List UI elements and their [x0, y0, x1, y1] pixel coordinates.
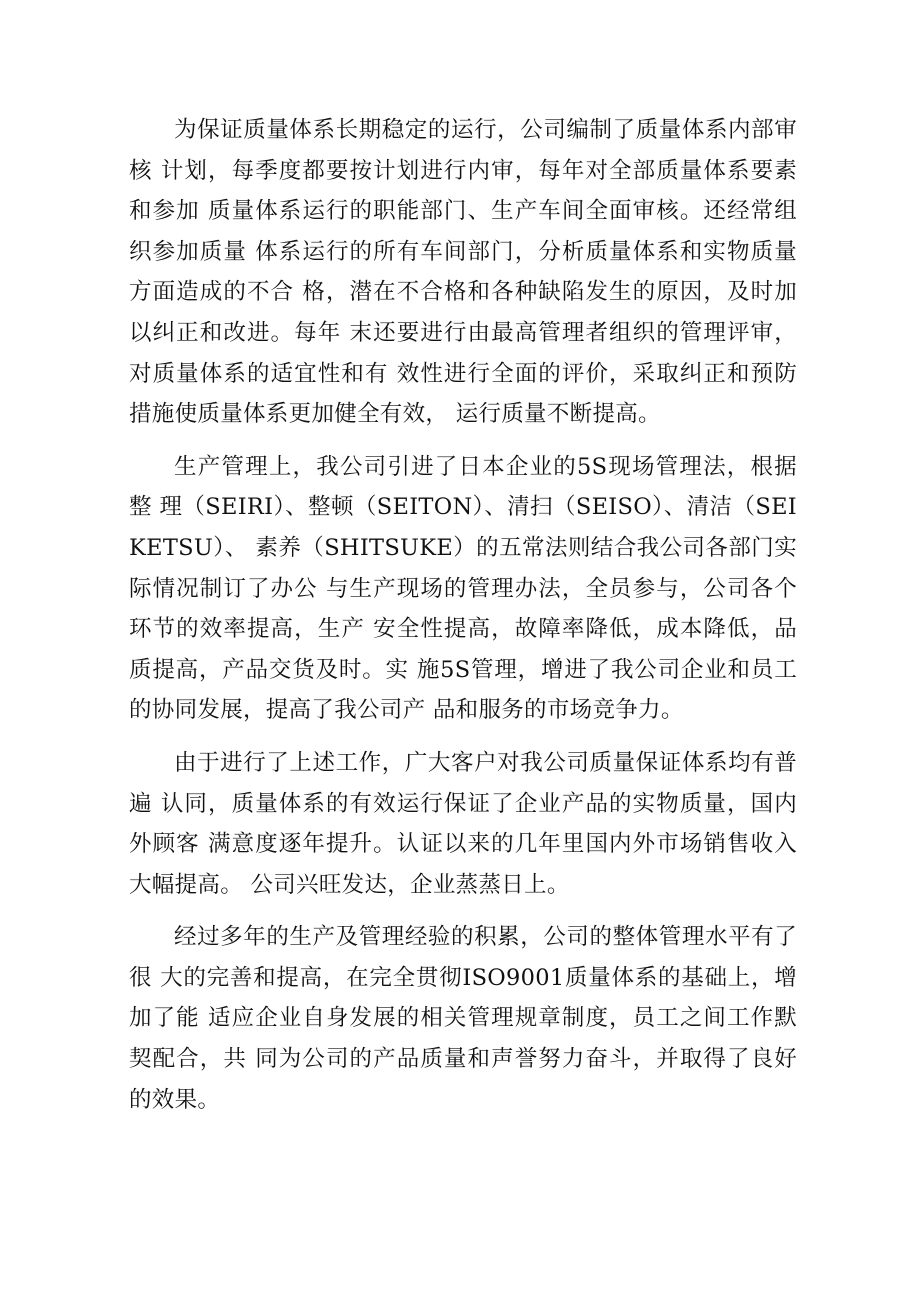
paragraph-5s-management: 生产管理上，我公司引进了日本企业的5S现场管理法，根据整 理（SEIRI）、整顿（SEITON）、清扫（SEISO）、清洁（SEIKETSU）、 素养（SHITSUKE）的五常法则结合我公司各部门实际情况制订了办公 与生产现场的管理办法，全员参与，公司各个环节的效率提高，生产 安全性提高，故障率降低，成本降低，品质提高，产品交货及时。实 施5S管理，增进了我公司企业和员工的协同发展，提高了我公司产 品和服务的市场竞争力。: [129, 453, 797, 724]
paragraph-management-improvement: 经过多年的生产及管理经验的积累，公司的整体管理水平有了很 大的完善和提高，在完全贯彻ISO9001质量体系的基础上，增加了能 适应企业自身发展的相关管理规章制度，员工之间工作默契配合，共 同为公司的产品质量和声誉努力奋斗，并取得了良好的效果。: [129, 924, 797, 1113]
paragraph-quality-audit: 为保证质量体系长期稳定的运行，公司编制了质量体系内部审核 计划，每季度都要按计划进行内审，每年对全部质量体系要素和参加 质量体系运行的职能部门、生产车间全面审核。还经常组织参加质量 体系运行的所有车间部门，分析质量体系和实物质量方面造成的不合 格，潜在不合格和各种缺陷发生的原因，及时加以纠正和改进。每年 末还要进行由最高管理者组织的管理评审，对质量体系的适宜性和有 效性进行全面的评价，采取纠正和预防措施使质量体系更加健全有效， 运行质量不断提高。: [129, 117, 797, 428]
paragraph-customer-recognition: 由于进行了上述工作，广大客户对我公司质量保证体系均有普遍 认同，质量体系的有效运行保证了企业产品的实物质量，国内外顾客 满意度逐年提升。认证以来的几年里国内外市场销售收入大幅提高。 公司兴旺发达，企业蒸蒸日上。: [129, 749, 797, 898]
document-body: [129, 110, 797, 1132]
